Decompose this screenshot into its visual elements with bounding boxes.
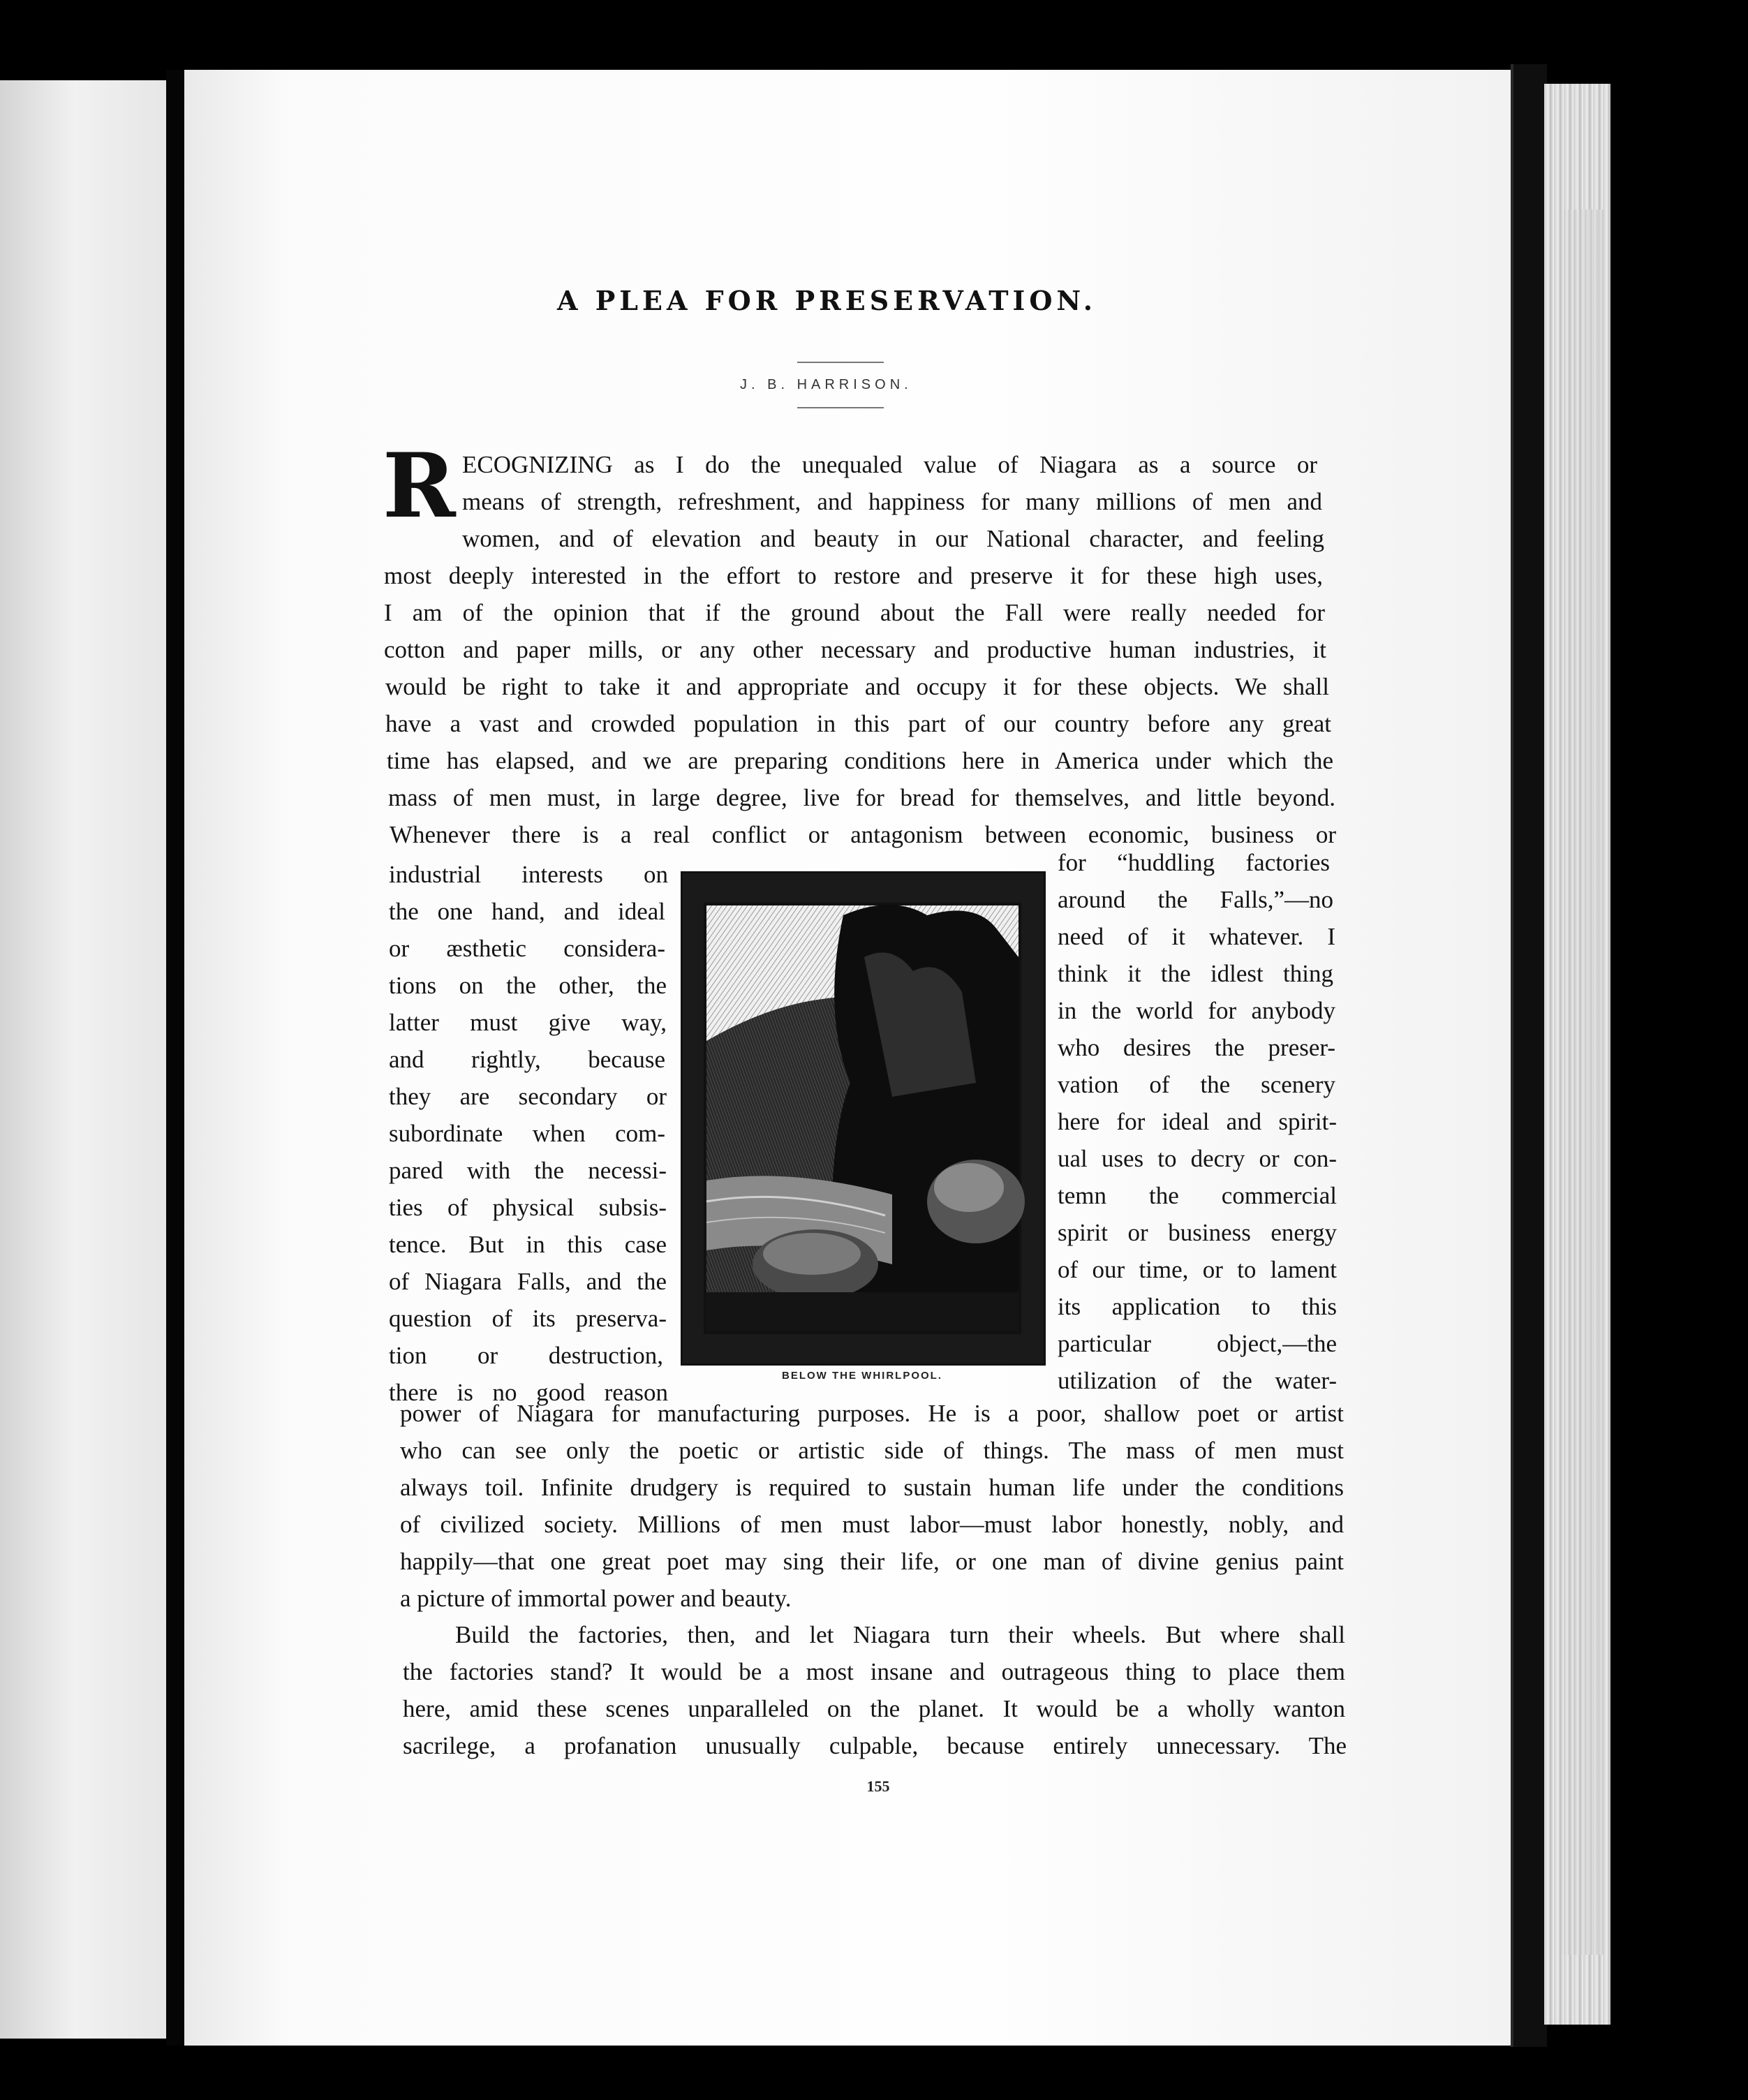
text-line: ties of physical subsis- [389, 1194, 667, 1221]
text-line: of civilized society. Millions of men must labor—must labor honestly, nobly, and [400, 1511, 1344, 1538]
illustration-frame [681, 871, 1046, 1366]
text-line: sacrilege, a profanation unusually culpable, because entirely unnecessary. The [403, 1732, 1347, 1759]
article-author: J. B. HARRISON. [740, 377, 912, 392]
text-line: would be right to take it and appropriate and occupy it for these objects. We shall [385, 673, 1329, 700]
text-line: ual uses to decry or con- [1058, 1145, 1337, 1172]
text-line: I am of the opinion that if the ground about the Fall were really needed for [384, 599, 1325, 626]
text-line: for “huddling factories [1058, 849, 1330, 876]
text-line: here, amid these scenes unparalleled on the planet. It would be a wholly wanton [403, 1695, 1345, 1722]
facing-page-edge [0, 80, 166, 2039]
engraving-image [683, 873, 1044, 1363]
text-line: means of strength, refreshment, and happiness for many millions of men and [462, 488, 1322, 515]
text-line: question of its preserva- [389, 1305, 667, 1332]
article-title: A PLEA FOR PRESERVATION. [557, 285, 1097, 316]
text-line: of our time, or to lament [1058, 1256, 1337, 1283]
text-line: always toil. Infinite drudgery is required to sustain human life under the conditions [400, 1474, 1344, 1501]
text-line: latter must give way, [389, 1009, 667, 1036]
text-line: and rightly, because [389, 1046, 665, 1073]
text-line: the factories stand? It would be a most insane and outrageous thing to place them [403, 1658, 1345, 1685]
text-line: cotton and paper mills, or any other necessary and productive human industries, it [384, 636, 1326, 663]
text-line: who desires the preser- [1058, 1034, 1335, 1061]
text-line: tions on the other, the [389, 972, 667, 999]
text-line: of Niagara Falls, and the [389, 1268, 667, 1295]
text-line: ECOGNIZING as I do the unequaled value of Niagara as a source or [462, 451, 1317, 478]
text-line: spirit or business energy [1058, 1219, 1337, 1246]
text-line: have a vast and crowded population in this part of our country before any great [385, 710, 1331, 737]
text-line: power of Niagara for manufacturing purposes. He is a poor, shallow poet or artist [400, 1400, 1344, 1427]
text-line: vation of the scenery [1058, 1071, 1335, 1098]
text-line: who can see only the poetic or artistic side of things. The mass of men must [400, 1437, 1344, 1464]
author-rule-bottom [797, 407, 884, 408]
text-line: in the world for anybody [1058, 997, 1335, 1024]
text-line: industrial interests on [389, 861, 668, 888]
text-line: they are secondary or [389, 1083, 667, 1110]
text-line: pared with the necessi- [389, 1157, 667, 1184]
text-line: there is no good reason [389, 1379, 668, 1406]
page-number: 155 [866, 1777, 890, 1795]
text-line: particular object,—the [1058, 1330, 1337, 1357]
book-gutter [166, 70, 184, 2046]
page-block-shadow [1564, 209, 1606, 1955]
text-line: utilization of the water- [1058, 1367, 1337, 1394]
text-line: temn the commercial [1058, 1182, 1337, 1209]
text-line: need of it whatever. I [1058, 923, 1335, 950]
text-line: Whenever there is a real conflict or antagonism between economic, business or [390, 821, 1336, 848]
text-line: think it the idlest thing [1058, 960, 1333, 987]
text-line: the one hand, and ideal [389, 898, 665, 925]
text-line: or æsthetic considera- [389, 935, 665, 962]
text-line: happily—that one great poet may sing their life, or one man of divine genius paint [400, 1548, 1344, 1575]
text-line: subordinate when com- [389, 1120, 665, 1147]
text-line: tion or destruction, [389, 1342, 663, 1369]
drop-cap: R [383, 434, 456, 538]
book-cover-edge [1511, 64, 1547, 2047]
illustration-caption: BELOW THE WHIRLPOOL. [782, 1370, 942, 1382]
text-line: its application to this [1058, 1293, 1337, 1320]
text-line: women, and of elevation and beauty in our National character, and feeling [462, 525, 1324, 552]
text-line: mass of men must, in large degree, live for bread for themselves, and little beyond. [388, 784, 1335, 811]
text-line: most deeply interested in the effort to restore and preserve it for these high uses, [384, 562, 1323, 589]
title-rule-top [797, 362, 884, 363]
text-line: Build the factories, then, and let Niagara turn their wheels. But where shall [455, 1621, 1345, 1648]
text-line: around the Falls,”—no [1058, 886, 1333, 913]
text-line: a picture of immortal power and beauty. [400, 1585, 792, 1612]
text-line: time has elapsed, and we are preparing conditions here in America under which the [387, 747, 1333, 774]
text-line: here for ideal and spirit- [1058, 1108, 1337, 1135]
text-line: tence. But in this case [389, 1231, 667, 1258]
